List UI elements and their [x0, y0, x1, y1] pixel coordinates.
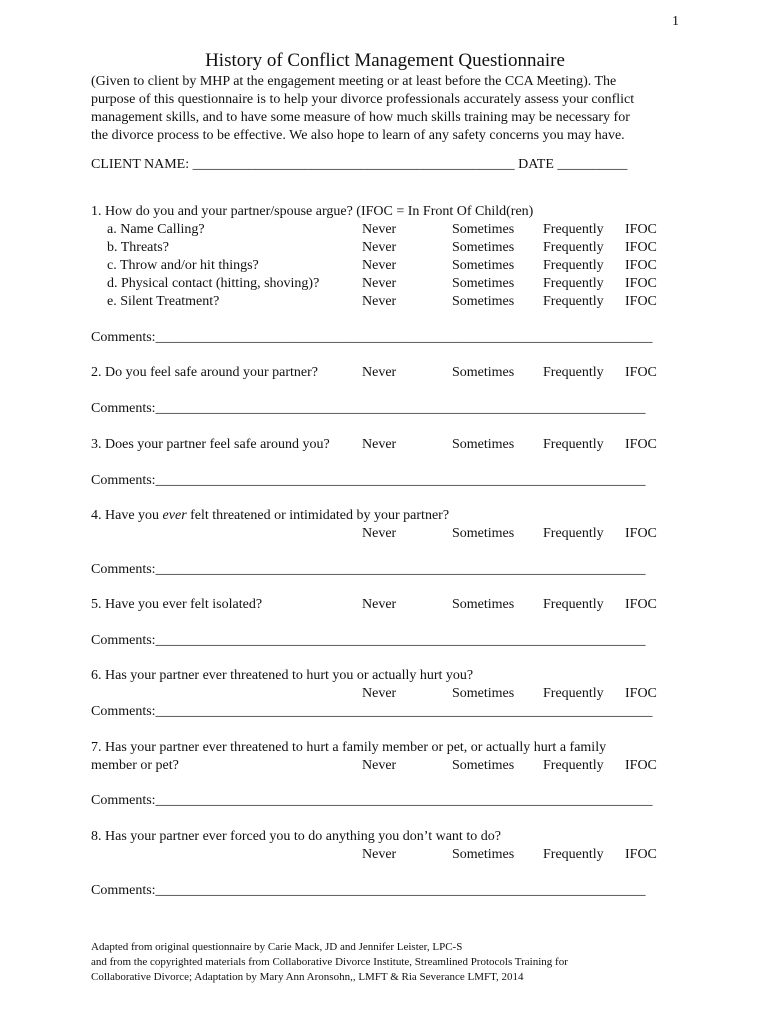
q4-text-emphasis: ever	[162, 508, 187, 523]
client-name-date-line[interactable]: CLIENT NAME: ______________________________________________ DATE __________	[91, 157, 628, 172]
q4-frequently-option[interactable]: Frequently	[543, 526, 604, 541]
question-4-text	[91, 508, 449, 524]
q8-ifoc-option[interactable]: IFOC	[625, 847, 657, 862]
q5-never-option[interactable]: Never	[362, 597, 397, 612]
q6-sometimes-option[interactable]: Sometimes	[452, 686, 515, 701]
q1e-frequently-option[interactable]: Frequently	[543, 294, 604, 309]
q7-comments-field[interactable]: Comments:_______________________________________________________________________	[91, 793, 653, 808]
page-number: 1	[672, 14, 679, 29]
q1e-never-option[interactable]: Never	[362, 294, 397, 309]
q1c-frequently-option[interactable]: Frequently	[543, 258, 604, 273]
q1c-ifoc-option[interactable]: IFOC	[625, 258, 657, 273]
q4-comments-field[interactable]: Comments:______________________________________________________________________	[91, 562, 646, 577]
question-6-text: 6. Has your partner ever threatened to hurt you or actually hurt you?	[91, 668, 474, 683]
q1e-sometimes-option[interactable]: Sometimes	[452, 294, 515, 309]
q4-never-option[interactable]: Never	[362, 526, 397, 541]
question-7-text-line1: 7. Has your partner ever threatened to hurt a family member or pet, or actually hurt a family	[91, 740, 607, 755]
q7-sometimes-option[interactable]: Sometimes	[452, 758, 515, 773]
intro-line: management skills, and to have some measure of how much skills training may be necessary for	[91, 110, 630, 125]
q1b-never-option[interactable]: Never	[362, 240, 397, 255]
q5-comments-field[interactable]: Comments:______________________________________________________________________	[91, 633, 646, 648]
q6-never-option[interactable]: Never	[362, 686, 397, 701]
q1d-frequently-option[interactable]: Frequently	[543, 276, 604, 291]
q1c-never-option[interactable]: Never	[362, 258, 397, 273]
q2-never-option[interactable]: Never	[362, 365, 397, 380]
q1a-never-option[interactable]: Never	[362, 222, 397, 237]
q6-frequently-option[interactable]: Frequently	[543, 686, 604, 701]
q1-item-a: a. Name Calling?	[107, 222, 205, 237]
q8-never-option[interactable]: Never	[362, 847, 397, 862]
q1a-ifoc-option[interactable]: IFOC	[625, 222, 657, 237]
q1a-sometimes-option[interactable]: Sometimes	[452, 222, 515, 237]
q3-ifoc-option[interactable]: IFOC	[625, 437, 657, 452]
q3-frequently-option[interactable]: Frequently	[543, 437, 604, 452]
q3-never-option[interactable]: Never	[362, 437, 397, 452]
footer-attribution	[91, 940, 568, 985]
q4-text-post: felt threatened or intimidated by your partner?	[186, 508, 450, 523]
q8-frequently-option[interactable]: Frequently	[543, 847, 604, 862]
footer-line: Collaborative Divorce; Adaptation by Mary Ann Aronsohn,, LMFT & Ria Severance LMFT, 2014	[91, 971, 524, 983]
q2-comments-field[interactable]: Comments:______________________________________________________________________	[91, 401, 646, 416]
page-title: History of Conflict Management Questionnaire	[205, 50, 565, 71]
intro-line: purpose of this questionnaire is to help your divorce professionals accurately assess your conflict	[91, 92, 635, 107]
q2-frequently-option[interactable]: Frequently	[543, 365, 604, 380]
q1b-ifoc-option[interactable]: IFOC	[625, 240, 657, 255]
q4-sometimes-option[interactable]: Sometimes	[452, 526, 515, 541]
q8-sometimes-option[interactable]: Sometimes	[452, 847, 515, 862]
q1-comments-field[interactable]: Comments:_______________________________________________________________________	[91, 330, 653, 345]
q1-item-d: d. Physical contact (hitting, shoving)?	[107, 276, 320, 291]
q2-ifoc-option[interactable]: IFOC	[625, 365, 657, 380]
q6-ifoc-option[interactable]: IFOC	[625, 686, 657, 701]
q3-sometimes-option[interactable]: Sometimes	[452, 437, 515, 452]
footer-line: and from the copyrighted materials from Collaborative Divorce Institute, Streamlined Protocols Training for	[91, 956, 568, 968]
intro-paragraph	[91, 73, 691, 145]
q1d-never-option[interactable]: Never	[362, 276, 397, 291]
question-5-text: 5. Have you ever felt isolated?	[91, 597, 263, 612]
footer-line: Adapted from original questionnaire by Carie Mack, JD and Jennifer Leister, LPC-S	[91, 941, 463, 953]
q4-ifoc-option[interactable]: IFOC	[625, 526, 657, 541]
q1e-ifoc-option[interactable]: IFOC	[625, 294, 657, 309]
q1b-sometimes-option[interactable]: Sometimes	[452, 240, 515, 255]
q7-frequently-option[interactable]: Frequently	[543, 758, 604, 773]
question-2-text: 2. Do you feel safe around your partner?	[91, 365, 319, 380]
q5-ifoc-option[interactable]: IFOC	[625, 597, 657, 612]
question-7-text-line2: member or pet?	[91, 758, 179, 773]
q1-item-c: c. Throw and/or hit things?	[107, 258, 259, 273]
q7-ifoc-option[interactable]: IFOC	[625, 758, 657, 773]
q3-comments-field[interactable]: Comments:______________________________________________________________________	[91, 473, 646, 488]
q7-never-option[interactable]: Never	[362, 758, 397, 773]
q1-item-b: b. Threats?	[107, 240, 169, 255]
q4-text-pre: 4. Have you	[91, 508, 163, 523]
q1-item-e: e. Silent Treatment?	[107, 294, 220, 309]
q5-frequently-option[interactable]: Frequently	[543, 597, 604, 612]
q8-comments-field[interactable]: Comments:______________________________________________________________________	[91, 883, 646, 898]
q2-sometimes-option[interactable]: Sometimes	[452, 365, 515, 380]
question-8-text: 8. Has your partner ever forced you to do anything you don’t want to do?	[91, 829, 501, 844]
q1a-frequently-option[interactable]: Frequently	[543, 222, 604, 237]
q1d-ifoc-option[interactable]: IFOC	[625, 276, 657, 291]
question-3-text: 3. Does your partner feel safe around you?	[91, 437, 330, 452]
q6-comments-field[interactable]: Comments:_______________________________________________________________________	[91, 704, 653, 719]
q1b-frequently-option[interactable]: Frequently	[543, 240, 604, 255]
intro-line: (Given to client by MHP at the engagement meeting or at least before the CCA Meeting). The	[91, 74, 617, 89]
intro-line: the divorce process to be effective. We also hope to learn of any safety concerns you may have.	[91, 128, 625, 143]
question-1-text: 1. How do you and your partner/spouse argue? (IFOC = In Front Of Child(ren)	[91, 204, 534, 219]
q5-sometimes-option[interactable]: Sometimes	[452, 597, 515, 612]
q1c-sometimes-option[interactable]: Sometimes	[452, 258, 515, 273]
q1d-sometimes-option[interactable]: Sometimes	[452, 276, 515, 291]
